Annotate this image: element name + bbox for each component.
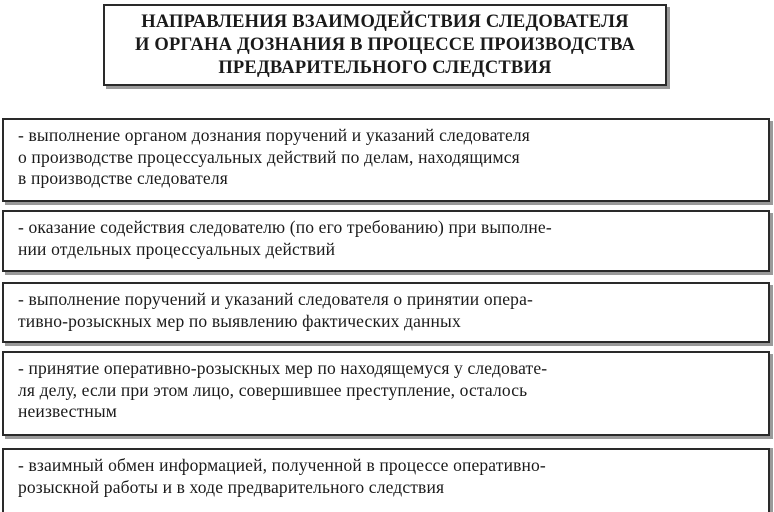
direction-item-3 [2,282,770,343]
direction-item-5 [2,448,770,512]
direction-item-text: - выполнение органом дознания поручений и указаний следователя о производстве процессуальных действий по делам, находящимся в производстве следователя [18,125,530,188]
direction-item-text: - взаимный обмен информацией, полученной в процессе оперативно- розыскной работы и в ходе предварительного следствия [18,455,546,497]
direction-item-2 [2,210,770,272]
direction-item-4 [2,351,770,436]
direction-item-text: - оказание содействия следователю (по его требованию) при выполне- нии отдельных процессуальных действий [18,217,552,259]
diagram-title: НАПРАВЛЕНИЯ ВЗАИМОДЕЙСТВИЯ СЛЕДОВАТЕЛЯ И ОРГАНА ДОЗНАНИЯ В ПРОЦЕССЕ ПРОИЗВОДСТВА ПРЕДВАРИТЕЛЬНОГО СЛЕДСТВИЯ [134,11,636,78]
direction-item-text: - выполнение поручений и указаний следователя о принятии опера- тивно-розыскных мер по выявлению фактических данных [18,289,533,331]
direction-item-1 [2,118,770,202]
diagram-title-box [103,4,667,86]
direction-item-text: - принятие оперативно-розыскных мер по находящемуся у следовате- ля делу, если при этом лицо, совершившее преступление, осталось неизвестным [18,358,548,421]
